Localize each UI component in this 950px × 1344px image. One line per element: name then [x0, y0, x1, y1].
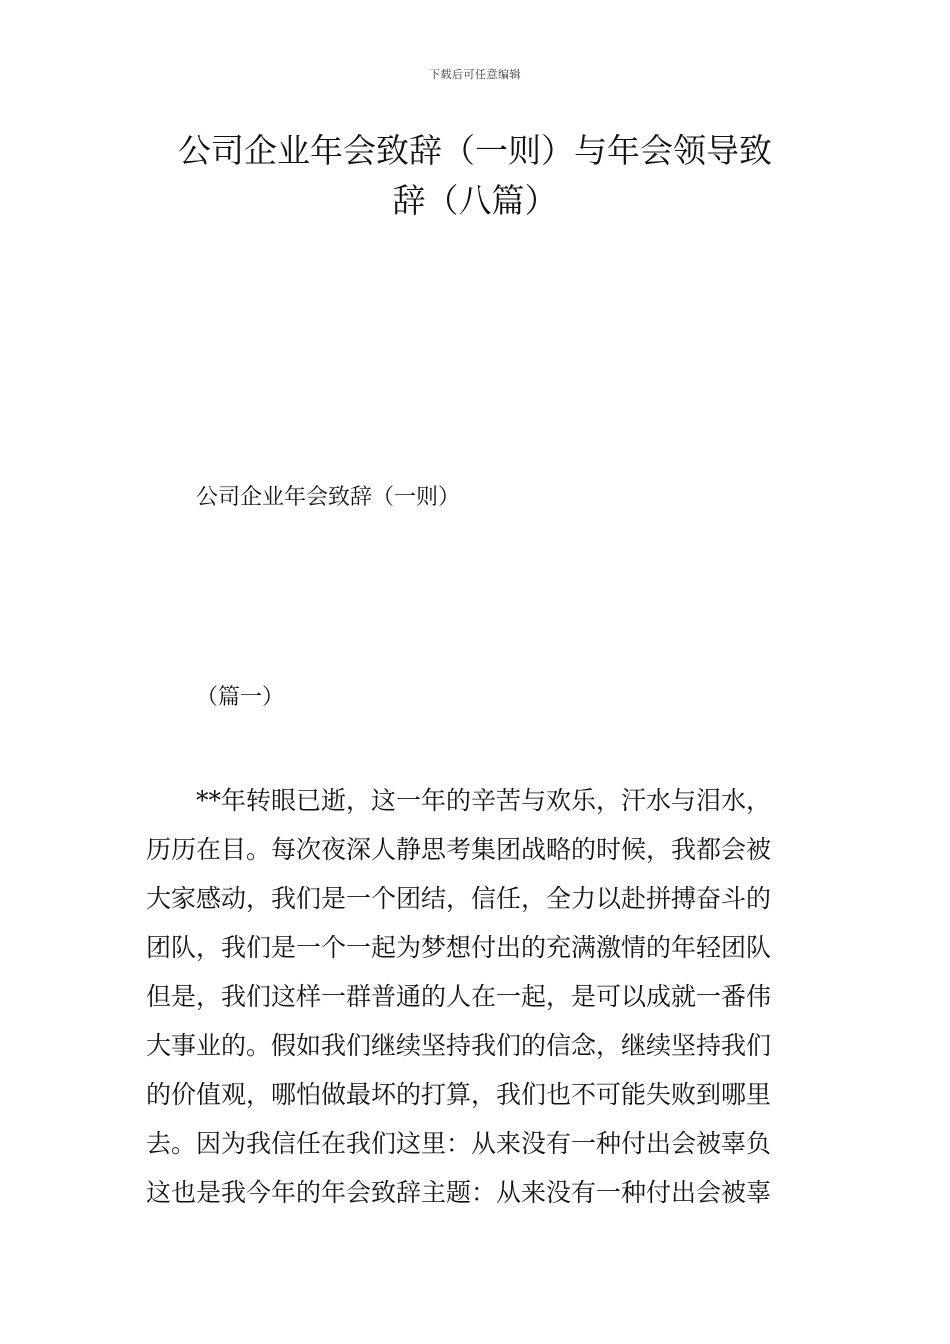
body-line-4: 团队，我们是一个一起为梦想付出的充满激情的年轻团队 — [146, 933, 772, 962]
document-title — [150, 126, 800, 226]
document-title-line-2: 辞（八篇） — [392, 181, 558, 220]
part-label: （篇一） — [196, 685, 285, 710]
body-line-6: 大事业的。假如我们继续坚持我们的信念，继续坚持我们 — [146, 1031, 772, 1060]
body-line-5: 但是，我们这样一群普通的人在一起，是可以成就一番伟 — [146, 982, 772, 1011]
body-line-3: 大家感动，我们是一个团结，信任，全力以赴拼搏奋斗的 — [146, 884, 772, 913]
document-title-line-1: 公司企业年会致辞（一则）与年会领导致 — [178, 131, 772, 170]
body-line-1: **年转眼已逝，这一年的辛苦与欢乐，汗水与泪水， — [196, 786, 772, 815]
body-line-7: 的价值观，哪怕做最坏的打算，我们也不可能失败到哪里 — [146, 1080, 772, 1109]
body-line-2: 历历在目。每次夜深人静思考集团战略的时候，我都会被 — [146, 835, 772, 864]
body-line-8: 去。因为我信任在我们这里：从来没有一种付出会被辜负 — [146, 1129, 772, 1158]
section-heading: 公司企业年会致辞（一则） — [196, 485, 461, 510]
page-header-note: 下载后可任意编辑 — [429, 68, 521, 81]
body-paragraph — [146, 776, 812, 1217]
body-line-9: 这也是我今年的年会致辞主题：从来没有一种付出会被辜 — [146, 1178, 772, 1207]
